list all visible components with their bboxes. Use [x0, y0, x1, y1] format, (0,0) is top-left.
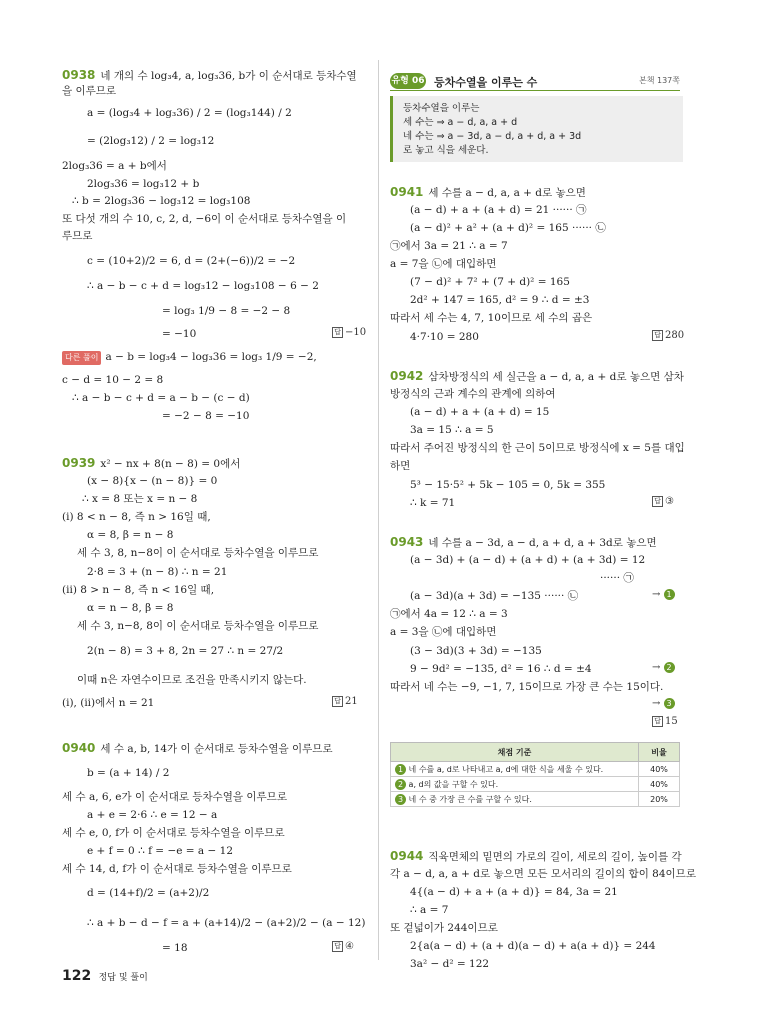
answer-box-icon: 답	[652, 496, 663, 507]
solution-line	[87, 474, 217, 488]
line-text: e + f = 0 ∴ f = −e = a − 12	[87, 845, 234, 857]
arrow-icon: →	[652, 589, 664, 600]
ratio-cell: 40%	[639, 762, 680, 777]
line-text: ∴ k = 71	[410, 497, 456, 509]
solution-line	[162, 941, 188, 955]
tip-line: 네 수는 ⇒ a − 3d, a − d, a + d, a + 3d	[403, 131, 582, 142]
page-footer	[62, 968, 148, 984]
line-text: a + e = 2·6 ∴ e = 12 − a	[87, 809, 218, 821]
line-text: = −2 − 8 = −10	[162, 410, 250, 422]
line-text: c − d = 10 − 2 = 8	[62, 374, 164, 386]
line-text: c = (10+2)/2 = 6, d = (2+(−6))/2 = −2	[87, 255, 296, 267]
line-text: 4·7·10 = 280	[410, 331, 479, 343]
problem-number: 0940	[62, 741, 96, 755]
solution-line	[87, 279, 319, 293]
solution-line	[410, 885, 618, 899]
tip-line: 등차수열을 이루는	[403, 103, 480, 114]
solution-line	[410, 221, 606, 235]
solution-line	[87, 808, 217, 822]
step-number: 3	[664, 698, 675, 709]
solution-line	[390, 625, 496, 639]
line-text: α = n − 8, β = 8	[87, 602, 174, 614]
criteria-cell	[391, 762, 639, 777]
line-text: 세 수 e, 0, f가 이 순서대로 등차수열을 이루므로	[62, 827, 285, 839]
ratio-header: 비율	[639, 743, 680, 762]
line-text: (a − d)² + a² + (a + d)² = 165 ······ ㉡	[410, 222, 606, 234]
line-text: 루므로	[62, 230, 93, 242]
solution-line	[87, 886, 209, 900]
line-text: 이때 n은 자연수이므로 조건을 만족시키지 않는다.	[77, 674, 307, 686]
line-text: a = 7을 ㉡에 대입하면	[390, 258, 497, 270]
problem-number: 0942	[390, 369, 424, 383]
step-arrow-marker	[652, 698, 675, 709]
problem-type-header	[390, 73, 680, 89]
solution-line	[87, 528, 173, 542]
problem-first-line	[390, 849, 682, 864]
answer-value: 21	[345, 696, 358, 707]
solution-line	[62, 510, 211, 524]
answer-mark	[652, 330, 684, 341]
solution-line	[162, 327, 196, 341]
problem-number: 0938	[62, 68, 96, 82]
line-text: 네 수를 a − 3d, a − d, a + d, a + 3d로 놓으면	[428, 537, 657, 549]
line-text: d = (14+f)/2 = (a+2)/2	[87, 887, 210, 899]
line-text: 네 개의 수 log₃4, a, log₃36, b가 이 순서대로 등차수열	[100, 70, 357, 82]
solution-line	[77, 619, 318, 633]
tip-line: 로 놓고 식을 세운다.	[403, 145, 489, 156]
answer-value: 280	[665, 330, 685, 341]
solution-line	[62, 862, 292, 876]
line-text: 2·8 = 3 + (n − 8) ∴ n = 21	[87, 566, 228, 578]
solution-line	[410, 662, 592, 676]
grading-row	[391, 762, 680, 777]
line-text: 하면	[390, 460, 411, 472]
line-text: ∴ b = 2log₃36 − log₃12 = log₃108	[72, 195, 251, 207]
line-text: a = 3을 ㉡에 대입하면	[390, 626, 497, 638]
solution-line	[410, 589, 578, 603]
solution-line	[410, 644, 542, 658]
criteria-cell	[391, 777, 639, 792]
line-text: (i), (ii)에서 n = 21	[62, 697, 155, 709]
solution-line	[390, 239, 508, 253]
line-text: ∴ a + b − d − f = a + (a+14)/2 − (a+2)/2 − (a − 12)	[87, 917, 366, 929]
tip-line: 세 수는 ⇒ a − d, a, a + d	[403, 117, 518, 128]
line-text: = log₃ 1/9 − 8 = −2 − 8	[162, 305, 291, 317]
answer-mark	[332, 696, 358, 707]
solution-line	[410, 275, 570, 289]
solution-line	[87, 601, 173, 615]
tip-box	[390, 96, 683, 162]
type-title: 등차수열을 이루는 수	[434, 76, 538, 89]
arrow-icon: →	[652, 662, 664, 673]
solution-line	[87, 916, 365, 930]
criteria-text: 네 수 중 가장 큰 수를 구할 수 있다.	[408, 794, 532, 804]
answer-box-icon: 답	[332, 696, 343, 707]
line-text: 따라서 주어진 방정식의 한 근이 5이므로 방정식에 x = 5를 대입	[390, 442, 685, 454]
solution-line	[410, 423, 494, 437]
solution-line	[410, 478, 605, 492]
grading-table	[390, 742, 680, 807]
problem-first-line	[62, 456, 240, 471]
line-text: b = (a + 14) / 2	[87, 767, 170, 779]
solution-line	[87, 644, 283, 658]
line-text: = (2log₃12) / 2 = log₃12	[87, 135, 215, 147]
solution-line	[87, 766, 169, 780]
solution-line	[62, 373, 163, 387]
solution-line	[82, 492, 197, 506]
answer-value: ③	[665, 496, 674, 507]
line-text: 또 다섯 개의 수 10, c, 2, d, −6이 이 순서대로 등차수열을 이	[62, 213, 347, 225]
solution-line	[87, 177, 199, 191]
grading-row	[391, 792, 680, 807]
problem-first-line	[390, 369, 684, 384]
solution-line	[390, 441, 685, 455]
line-text: ······ ㉠	[600, 572, 634, 584]
line-text: 2d² + 147 = 165, d² = 9 ∴ d = ±3	[410, 294, 590, 306]
line-text: (a − 3d) + (a − d) + (a + d) + (a + 3d) = 12	[410, 554, 646, 566]
line-text: 세 수 a, b, 14가 이 순서대로 등차수열을 이루므로	[100, 743, 333, 755]
answer-value: 15	[665, 716, 678, 727]
line-text: 4{(a − d) + a + (a + d)} = 84, 3a = 21	[410, 886, 618, 898]
solution-line	[390, 311, 592, 325]
problem-first-line	[62, 741, 333, 756]
answer-value: ④	[345, 941, 354, 952]
line-text: 세 수를 a − d, a, a + d로 놓으면	[428, 187, 586, 199]
solution-line	[410, 496, 455, 510]
answer-box-icon: 답	[332, 327, 343, 338]
solution-line	[410, 405, 549, 419]
line-text: ∴ a = 7	[410, 904, 449, 916]
answer-mark	[652, 496, 674, 507]
line-text: (ii) 8 > n − 8, 즉 n < 16일 때,	[62, 584, 215, 596]
line-text: 세 수 3, 8, n−8이 이 순서대로 등차수열을 이루므로	[77, 547, 319, 559]
step-marker: 3	[395, 794, 406, 805]
solution-line	[600, 571, 634, 585]
line-text: (a − d) + a + (a + d) = 15	[410, 406, 550, 418]
line-text: 9 − 9d² = −135, d² = 16 ∴ d = ±4	[410, 663, 592, 675]
arrow-icon: →	[652, 698, 664, 709]
ratio-cell: 20%	[639, 792, 680, 807]
solution-line	[77, 673, 307, 687]
line-text: x² − nx + 8(n − 8) = 0에서	[100, 458, 241, 470]
solution-line	[72, 194, 250, 208]
solution-line	[390, 257, 496, 271]
solution-line	[62, 696, 154, 710]
problem-first-line	[62, 68, 357, 83]
line-text: 세 수 3, n−8, 8이 이 순서대로 등차수열을 이루므로	[77, 620, 319, 632]
line-text: 2(n − 8) = 3 + 8, 2n = 27 ∴ n = 27/2	[87, 645, 284, 657]
line-text: 2log₃36 = a + b에서	[62, 160, 167, 172]
solution-line	[410, 939, 656, 953]
step-marker: 1	[395, 764, 406, 775]
line-text: 또 겉넓이가 244이므로	[390, 922, 498, 934]
line-text: 따라서 세 수는 4, 7, 10이므로 세 수의 곱은	[390, 312, 593, 324]
solution-line	[390, 459, 410, 473]
answer-box-icon: 답	[332, 941, 343, 952]
line-text: (i) 8 < n − 8, 즉 n > 16일 때,	[62, 511, 211, 523]
solution-line	[87, 844, 233, 858]
solution-line	[72, 391, 250, 405]
solution-line	[390, 921, 498, 935]
solution-line	[87, 565, 227, 579]
ratio-cell: 40%	[639, 777, 680, 792]
criteria-header: 채점 기준	[391, 743, 639, 762]
problem-number: 0943	[390, 535, 424, 549]
line-text: (7 − d)² + 7² + (7 + d)² = 165	[410, 276, 570, 288]
page-number: 122	[62, 968, 92, 984]
line-text: 방정식의 근과 계수의 관계에 의하여	[390, 388, 556, 400]
answer-mark	[652, 716, 678, 727]
line-text: 세 수 14, d, f가 이 순서대로 등차수열을 이루므로	[62, 863, 292, 875]
solution-line	[390, 680, 663, 694]
line-text: 5³ − 15·5² + 5k − 105 = 0, 5k = 355	[410, 479, 606, 491]
grading-row	[391, 777, 680, 792]
line-text: 을 이루므로	[62, 85, 117, 97]
line-text: = 18	[162, 942, 188, 954]
line-text: a = (log₃4 + log₃36) / 2 = (log₃144) / 2	[87, 107, 292, 119]
step-number: 1	[664, 589, 675, 600]
solution-line	[62, 826, 285, 840]
solution-line	[62, 350, 317, 365]
solution-line	[162, 409, 249, 423]
answer-mark	[332, 327, 366, 338]
grading-header-row	[391, 743, 680, 762]
solution-line	[62, 212, 346, 226]
answer-value: −10	[345, 327, 367, 338]
problem-first-line	[390, 185, 586, 200]
line-text: (a − d) + a + (a + d) = 21 ······ ㉠	[410, 204, 587, 216]
solution-line	[410, 957, 489, 971]
solution-line	[390, 867, 696, 881]
line-text: 2{a(a − d) + (a + d)(a − d) + a(a + d)} = 244	[410, 940, 656, 952]
line-text: 세 수 a, 6, e가 이 순서대로 등차수열을 이루므로	[62, 791, 287, 803]
criteria-text: 네 수를 a, d로 나타내고 a, d에 대한 식을 세울 수 있다.	[408, 764, 604, 774]
line-text: 따라서 네 수는 −9, −1, 7, 15이므로 가장 큰 수는 15이다.	[390, 681, 664, 693]
line-text: ∴ a − b − c + d = a − b − (c − d)	[72, 392, 250, 404]
step-marker: 2	[395, 779, 406, 790]
line-text: 삼차방정식의 세 실근을 a − d, a, a + d로 놓으면 삼차	[428, 371, 684, 383]
line-text: 3a² − d² = 122	[410, 958, 490, 970]
solution-line	[62, 229, 92, 243]
problem-number: 0939	[62, 456, 96, 470]
answer-box-icon: 답	[652, 716, 663, 727]
solution-line	[87, 254, 295, 268]
line-text: ∴ a − b − c + d = log₃12 − log₃108 − 6 − 2	[87, 280, 319, 292]
solution-line	[77, 546, 318, 560]
line-text: 직육면체의 밑면의 가로의 길이, 세로의 길이, 높이를 각	[428, 851, 682, 863]
step-arrow-marker	[652, 662, 675, 673]
solution-line	[62, 790, 287, 804]
criteria-cell	[391, 792, 639, 807]
solution-line	[87, 106, 292, 120]
answer-box-icon: 답	[652, 330, 663, 341]
line-text: 3a = 15 ∴ a = 5	[410, 424, 494, 436]
line-text: ㉠에서 4a = 12 ∴ a = 3	[390, 608, 508, 620]
line-text: a − b = log₃4 − log₃36 = log₃ 1/9 = −2,	[105, 351, 317, 363]
solution-line	[62, 84, 116, 98]
problem-first-line	[390, 535, 657, 550]
solution-line	[410, 553, 645, 567]
solution-line	[390, 387, 556, 401]
solution-line	[62, 159, 167, 173]
solution-line	[390, 607, 508, 621]
solution-line	[410, 903, 448, 917]
type-underline	[390, 90, 680, 91]
solution-line	[410, 330, 479, 344]
line-text: (3 − 3d)(3 + 3d) = −135	[410, 645, 542, 657]
solution-line	[162, 304, 290, 318]
line-text: ∴ x = 8 또는 x = n − 8	[82, 493, 198, 505]
line-text: (x − 8){x − (n − 8)} = 0	[87, 475, 218, 487]
line-text: (a − 3d)(a + 3d) = −135 ······ ㉡	[410, 590, 579, 602]
line-text: 각 a − d, a, a + d로 놓으면 모든 모서리의 길이의 합이 84이므로	[390, 868, 696, 880]
solution-line	[410, 203, 587, 217]
criteria-text: a, d의 값을 구할 수 있다.	[408, 779, 499, 789]
type-badge: 유형 06	[390, 73, 426, 89]
solution-line	[410, 293, 589, 307]
column-divider	[378, 60, 379, 960]
step-number: 2	[664, 662, 675, 673]
line-text: = −10	[162, 328, 197, 340]
solution-line	[87, 134, 214, 148]
step-arrow-marker	[652, 589, 675, 600]
line-text: ㉠에서 3a = 21 ∴ a = 7	[390, 240, 508, 252]
type-reference: 본책 137쪽	[639, 76, 680, 85]
solution-line	[62, 583, 214, 597]
line-text: 2log₃36 = log₃12 + b	[87, 178, 200, 190]
problem-number: 0941	[390, 185, 424, 199]
answer-mark	[332, 941, 354, 952]
footer-label: 정답 및 풀이	[98, 973, 148, 983]
line-text: α = 8, β = n − 8	[87, 529, 174, 541]
problem-number: 0944	[390, 849, 424, 863]
alt-solution-tag: 다른 풀이	[62, 351, 101, 365]
